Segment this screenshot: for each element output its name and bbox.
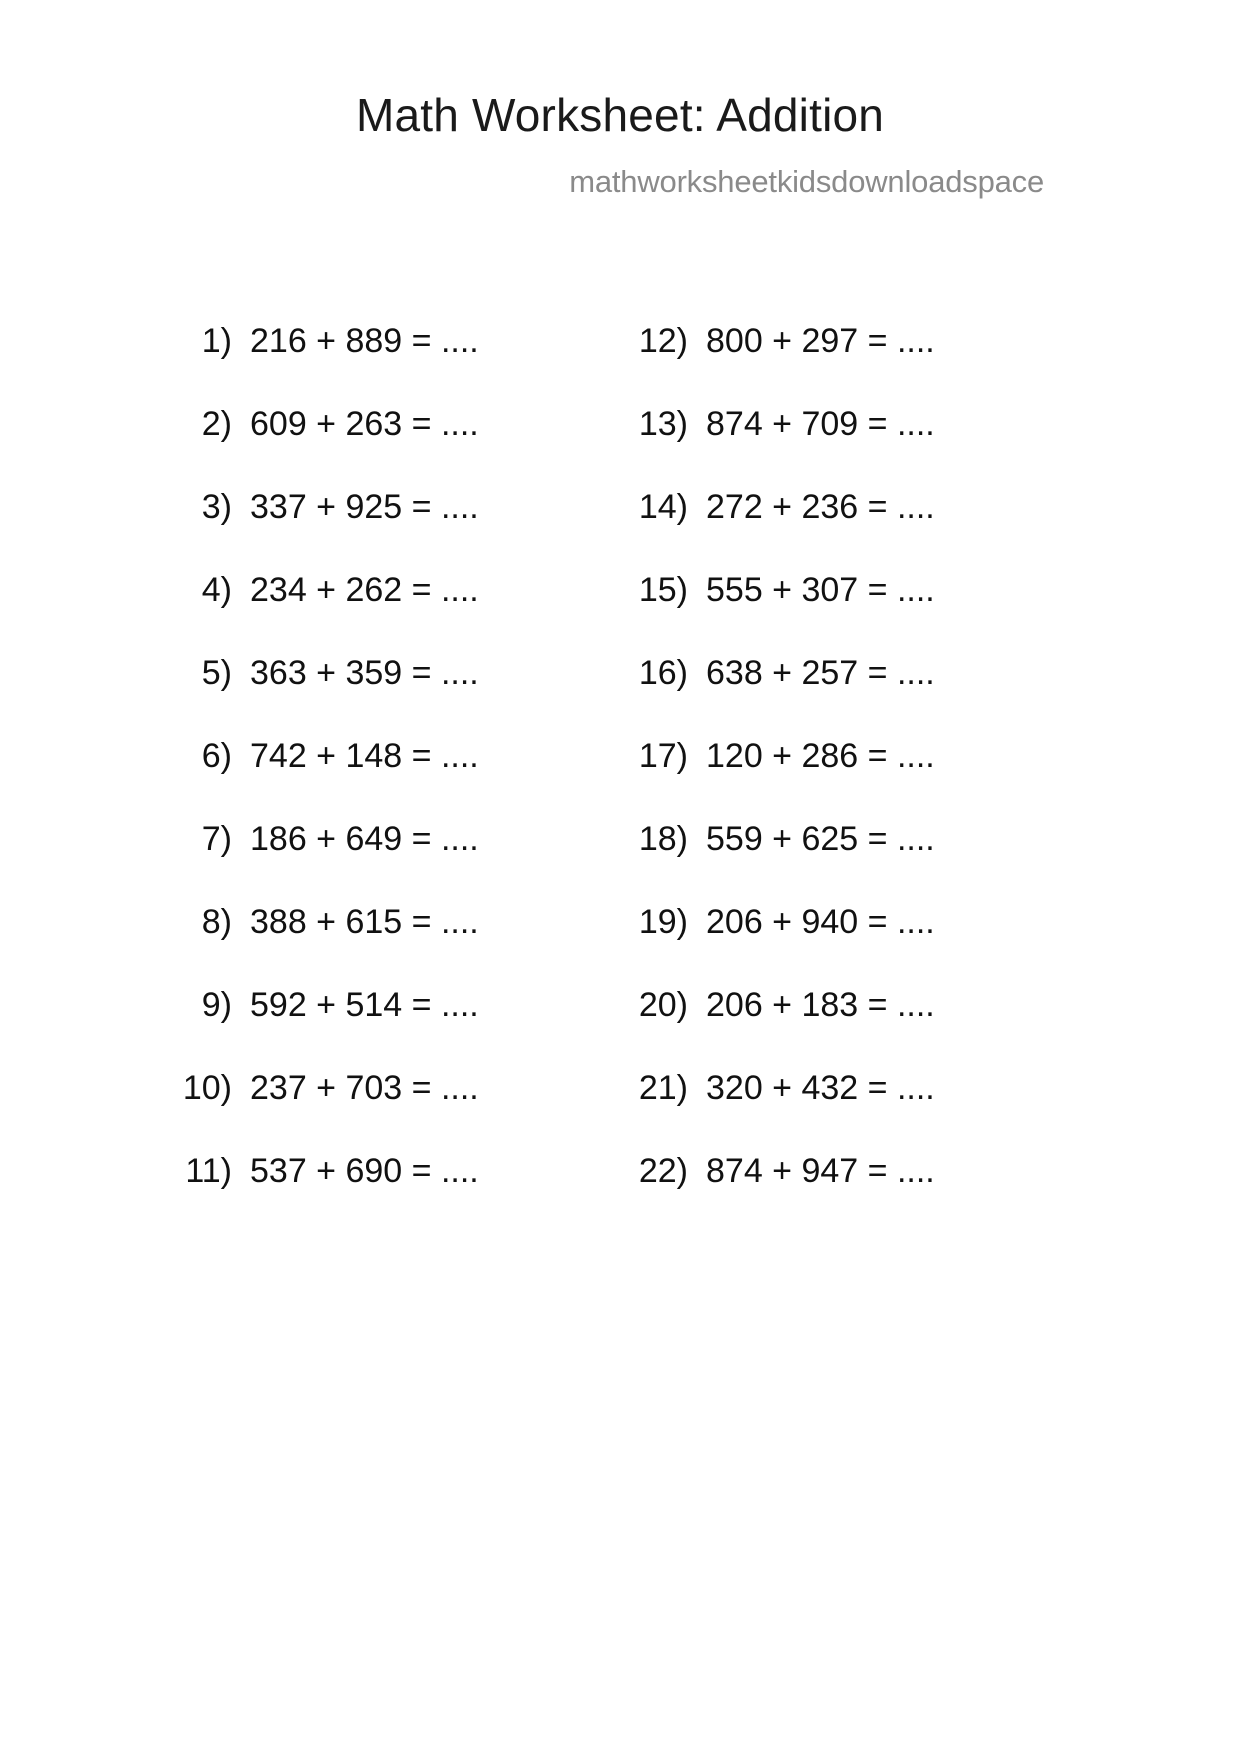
problem-number: 22) xyxy=(638,1152,688,1190)
problem-expression: 874 + 709 = .... xyxy=(706,405,935,443)
problem-expression: 609 + 263 = .... xyxy=(250,405,479,443)
left-column xyxy=(176,300,626,1213)
problem-item xyxy=(176,466,626,549)
problem-number: 20) xyxy=(638,986,688,1024)
problem-number: 15) xyxy=(638,571,688,609)
problem-item xyxy=(626,798,1076,881)
problem-list xyxy=(0,300,1240,1213)
problem-expression: 216 + 889 = .... xyxy=(250,322,479,360)
problem-item xyxy=(626,715,1076,798)
page-title: Math Worksheet: Addition xyxy=(355,89,885,141)
problem-expression: 537 + 690 = .... xyxy=(250,1152,479,1190)
problem-number: 8) xyxy=(201,903,232,941)
problem-item xyxy=(176,881,626,964)
right-column xyxy=(626,300,1076,1213)
problem-number: 5) xyxy=(201,654,232,692)
problem-number: 19) xyxy=(638,903,688,941)
problem-number: 16) xyxy=(638,654,688,692)
problem-number: 3) xyxy=(201,488,232,526)
problem-expression: 363 + 359 = .... xyxy=(250,654,479,692)
problem-expression: 638 + 257 = .... xyxy=(706,654,935,692)
problem-expression: 592 + 514 = .... xyxy=(250,986,479,1024)
problem-number: 6) xyxy=(201,737,232,775)
problem-expression: 337 + 925 = .... xyxy=(250,488,479,526)
problem-expression: 120 + 286 = .... xyxy=(706,737,935,775)
problem-expression: 555 + 307 = .... xyxy=(706,571,935,609)
problem-item xyxy=(176,632,626,715)
problem-item xyxy=(176,383,626,466)
problem-item xyxy=(176,549,626,632)
problem-item xyxy=(176,964,626,1047)
problem-expression: 320 + 432 = .... xyxy=(706,1069,935,1107)
problem-item xyxy=(626,1130,1076,1213)
problem-item xyxy=(626,964,1076,1047)
problem-expression: 272 + 236 = .... xyxy=(706,488,935,526)
problem-item xyxy=(176,798,626,881)
problem-expression: 874 + 947 = .... xyxy=(706,1152,935,1190)
problem-number: 9) xyxy=(201,986,232,1024)
problem-item xyxy=(626,1047,1076,1130)
problem-item xyxy=(176,300,626,383)
problem-number: 7) xyxy=(201,820,232,858)
problem-expression: 206 + 940 = .... xyxy=(706,903,935,941)
problem-number: 13) xyxy=(638,405,688,443)
problem-item xyxy=(626,881,1076,964)
problem-number: 17) xyxy=(638,737,688,775)
problem-item xyxy=(176,1130,626,1213)
problem-item xyxy=(626,383,1076,466)
problem-number: 14) xyxy=(638,488,688,526)
problem-expression: 237 + 703 = .... xyxy=(250,1069,479,1107)
problem-item xyxy=(626,549,1076,632)
problem-item xyxy=(176,715,626,798)
problem-expression: 186 + 649 = .... xyxy=(250,820,479,858)
site-attribution: mathworksheetkidsdownloadspace xyxy=(569,164,1044,199)
problem-expression: 388 + 615 = .... xyxy=(250,903,479,941)
problem-item xyxy=(626,300,1076,383)
problem-item xyxy=(626,632,1076,715)
problem-number: 10) xyxy=(182,1069,232,1107)
problem-expression: 742 + 148 = .... xyxy=(250,737,479,775)
problem-number: 21) xyxy=(638,1069,688,1107)
problem-expression: 234 + 262 = .... xyxy=(250,571,479,609)
problem-number: 12) xyxy=(638,322,688,360)
problem-number: 4) xyxy=(201,571,232,609)
problem-number: 1) xyxy=(201,322,232,360)
problem-item xyxy=(626,466,1076,549)
problem-number: 11) xyxy=(185,1152,232,1190)
problem-expression: 800 + 297 = .... xyxy=(706,322,935,360)
problem-number: 2) xyxy=(201,405,232,443)
problem-item xyxy=(176,1047,626,1130)
problem-number: 18) xyxy=(638,820,688,858)
problem-expression: 206 + 183 = .... xyxy=(706,986,935,1024)
problem-expression: 559 + 625 = .... xyxy=(706,820,935,858)
